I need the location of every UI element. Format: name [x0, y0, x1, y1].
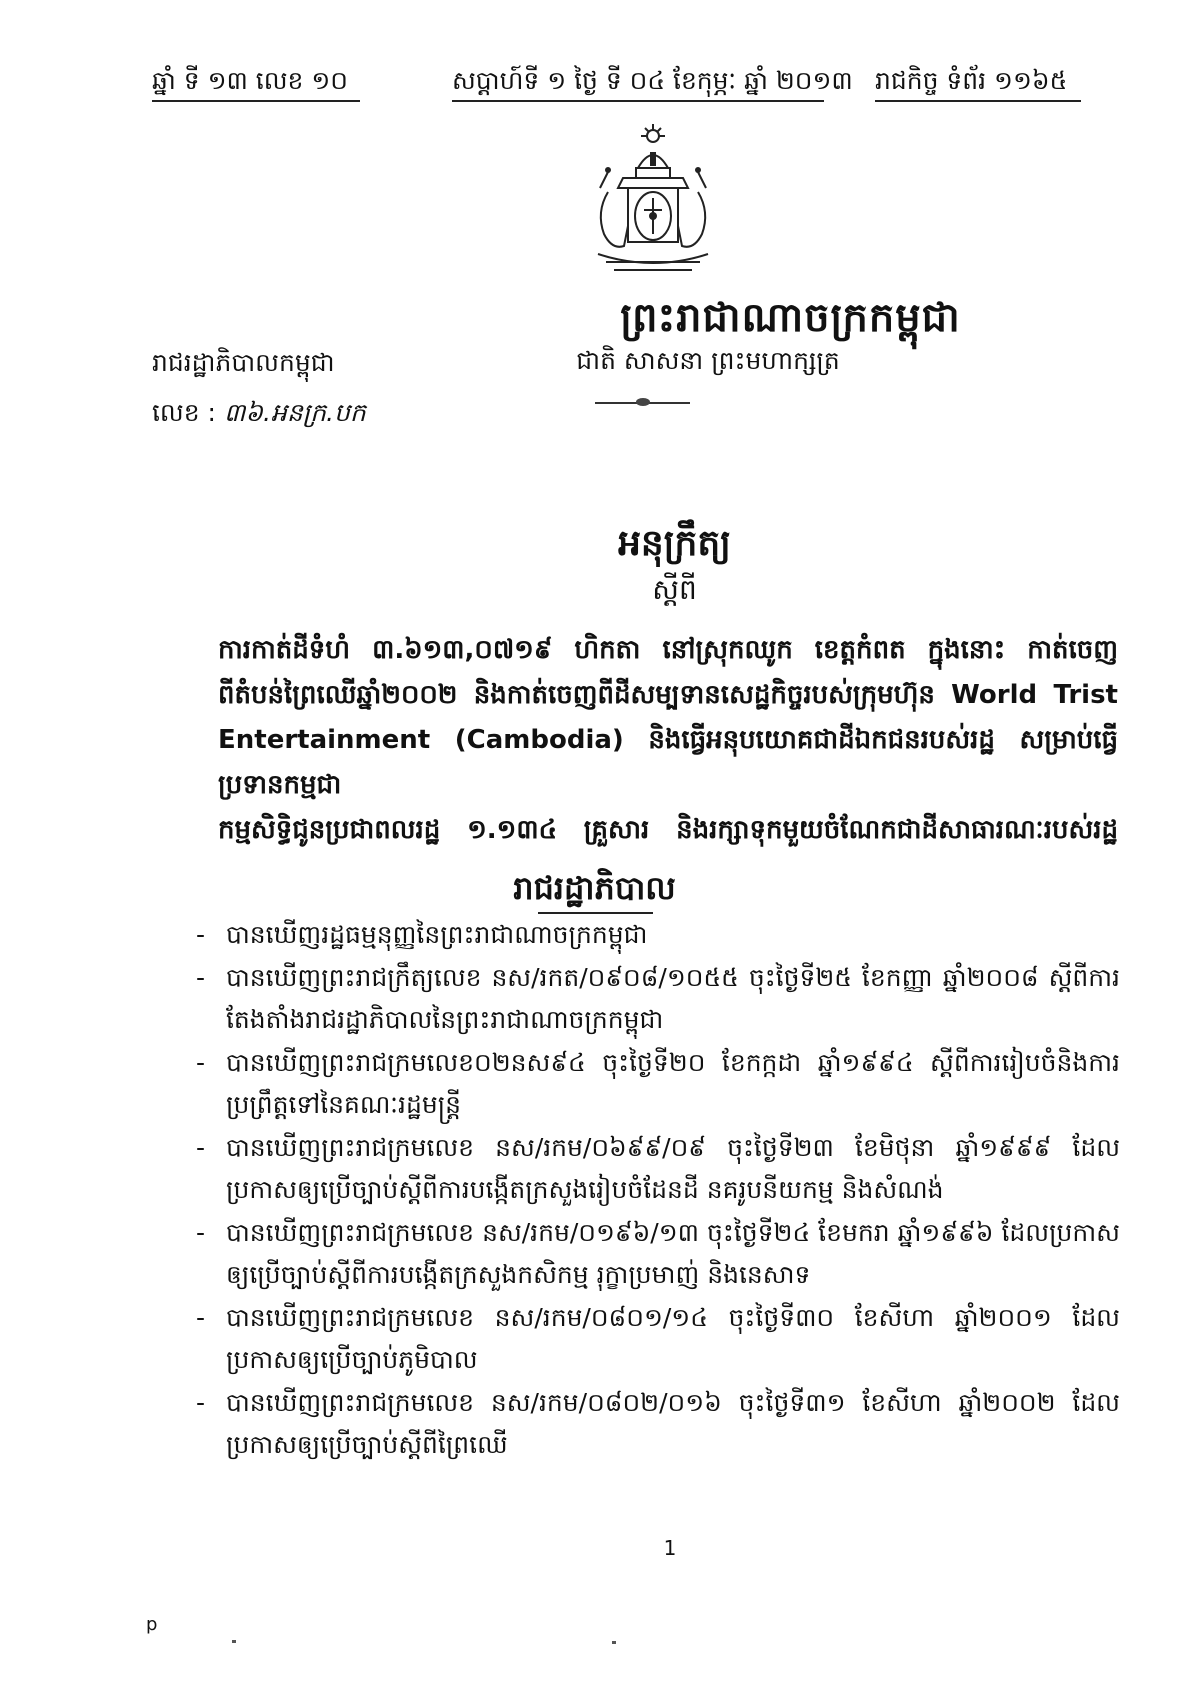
subject-line: ពីតំបន់ព្រៃឈើឆ្នាំ២០០២ និងកាត់ចេញពីដីសម្បទានសេដ្ឋកិច្ចរបស់ក្រុមហ៊ុន World Trist	[218, 680, 1118, 710]
government-heading: រាជរដ្ឋាភិបាល	[513, 869, 676, 907]
legal-citations-list	[196, 914, 1120, 1467]
list-bullet: -	[196, 1048, 206, 1077]
header-gazette-page: រាជកិច្ច ទំព័រ ១១៦៥	[875, 66, 1068, 95]
subject-line: កម្មសិទ្ធិជូនប្រជាពលរដ្ឋ ១.១៣៤ គ្រួសារ និងរក្សាទុកមួយចំណែកជាដីសាធារណៈរបស់រដ្ឋ	[218, 815, 1118, 845]
scan-speck	[612, 1641, 616, 1644]
list-item: - បានឃើញព្រះរាជក្រឹត្យលេខ នស/រកត/០៩០៨/១០៥៥ ចុះថ្ងៃទី២៥ ខែកញ្ញា ឆ្នាំ២០០៨ ស្តីពីការតែងតាំងរាជរដ្ឋាភិបាលនៃព្រះរាជាណាចក្រកម្ពុជា	[196, 957, 1120, 1041]
document-subject	[218, 628, 1118, 853]
document-subtitle: ស្តីពី	[652, 573, 697, 606]
header-underline-left	[152, 100, 360, 102]
header-underline-right	[875, 100, 1081, 102]
page-number: 1	[663, 1536, 677, 1560]
list-bullet: -	[196, 1388, 206, 1417]
national-motto: ជាតិ សាសនា ព្រះមហាក្សត្រ	[576, 346, 840, 375]
list-item: - បានឃើញព្រះរាជក្រមលេខ នស/រកម/០៨០១/១៤ ចុះថ្ងៃទី៣០ ខែសីហា ឆ្នាំ២០០១ ដែលប្រកាសឲ្យប្រើច្បាប់ភូមិបាល	[196, 1297, 1120, 1381]
list-item: - បានឃើញព្រះរាជក្រមលេខ០២នស៩៤ ចុះថ្ងៃទី២០ ខែកក្កដា ឆ្នាំ១៩៩៤ ស្តីពីការរៀបចំនិងការប្រព្រឹត្តទៅនៃគណៈរដ្ឋមន្ត្រី	[196, 1042, 1120, 1126]
document-title: អនុក្រឹត្យ	[618, 523, 731, 564]
issuer-name: រាជរដ្ឋាភិបាលកម្ពុជា	[152, 348, 335, 377]
header-date: សប្តាហ៍ទី ១ ថ្ងៃ ទី ០៤ ខែកុម្ភៈ ឆ្នាំ ២០១៣	[452, 66, 853, 95]
list-bullet: -	[196, 963, 206, 992]
header-underline-center	[452, 100, 824, 102]
kingdom-name: ព្រះរាជាណាចក្រកម្ពុជា	[620, 295, 961, 341]
document-number	[152, 398, 366, 434]
subject-line: ការកាត់ដីទំហំ ៣.៦១៣,០៧១៩ ហិកតា នៅស្រុកឈូក ខេត្តកំពត ក្នុងនោះ កាត់ចេញ	[218, 635, 1118, 665]
list-item: - បានឃើញព្រះរាជក្រមលេខ នស/រកម/០១៩៦/១៣ ចុះថ្ងៃទី២៤ ខែមករា ឆ្នាំ១៩៩៦ ដែលប្រកាសឲ្យប្រើច្បាប់ស្តីពីការបង្កើតក្រសួងកសិកម្ម រុក្ខាប្រមាញ់ និងនេសាទ	[196, 1212, 1120, 1296]
list-bullet: -	[196, 1303, 206, 1332]
document-number-label: លេខ :	[152, 398, 216, 427]
scan-speck	[232, 1640, 236, 1643]
list-item: - បានឃើញព្រះរាជក្រមលេខ នស/រកម/០៨០២/០១៦ ចុះថ្ងៃទី៣១ ខែសីហា ឆ្នាំ២០០២ ដែលប្រកាសឲ្យប្រើច្បាប់ស្តីពីព្រៃឈើ	[196, 1382, 1120, 1466]
list-bullet: -	[196, 1218, 206, 1247]
royal-coat-of-arms-emblem	[578, 122, 728, 284]
list-bullet: -	[196, 920, 206, 949]
list-item: - បានឃើញរដ្ឋធម្មនុញ្ញនៃព្រះរាជាណាចក្រកម្ពុជា	[196, 914, 1120, 956]
motto-separator-ornament	[636, 398, 650, 406]
list-item: - បានឃើញព្រះរាជក្រមលេខ នស/រកម/០៦៩៩/០៩ ចុះថ្ងៃទី២៣ ខែមិថុនា ឆ្នាំ១៩៩៩ ដែលប្រកាសឲ្យប្រើច្បាប់ស្តីពីការបង្កើតក្រសួងរៀបចំដែនដី នគរូបនីយកម្ម និងសំណង់	[196, 1127, 1120, 1211]
list-bullet: -	[196, 1133, 206, 1162]
document-number-value: ៣៦.អនក្រ.បក	[223, 398, 366, 427]
footer-mark: p	[146, 1614, 158, 1635]
subject-line: Entertainment (Cambodia) និងធ្វើអនុបយោគជាដីឯកជនរបស់រដ្ឋ សម្រាប់ធ្វើប្រទានកម្មជា	[218, 725, 1118, 800]
header-issue-number: ឆ្នាំ ទី ១៣ លេខ ១០	[152, 66, 348, 95]
